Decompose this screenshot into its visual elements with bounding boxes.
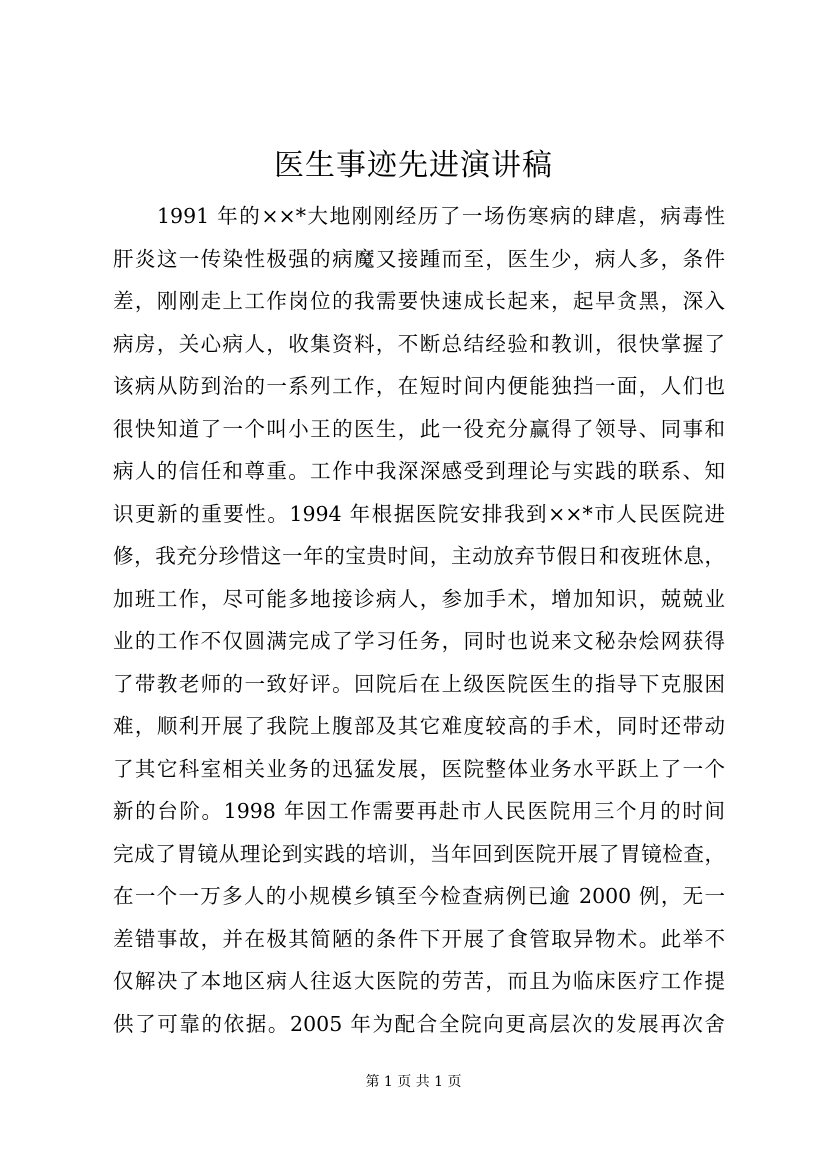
text-line: 该病从防到治的一系列工作，在短时间内便能独挡一面，人们也 xyxy=(113,374,725,398)
text-line: 肝炎这一传染性极强的病魔又接踵而至，医生少，病人多，条件 xyxy=(113,246,725,271)
text-line: 仅解决了本地区病人往返大医院的劳苦，而且为临床医疗工作提 xyxy=(113,969,725,993)
page-footer: 第 1 页 共 1 页 xyxy=(365,1074,462,1090)
text-line: 病房，关心病人，收集资料，不断总结经验和教训，很快掌握了 xyxy=(113,331,725,356)
text-line: 在一个一万多人的小规模乡镇至今检查病例已逾 2000 例，无一 xyxy=(113,884,725,908)
body-text xyxy=(113,195,725,1045)
text-line: 难，顺利开展了我院上腹部及其它难度较高的手术，同时还带动 xyxy=(113,714,725,738)
text-line: 修，我充分珍惜这一年的宝贵时间，主动放弃节假日和夜班休息， xyxy=(113,544,725,568)
text-line: 加班工作，尽可能多地接诊病人，参加手术，增加知识，兢兢业 xyxy=(113,586,725,611)
document-title: 医生事迹先进演讲稿 xyxy=(274,148,553,183)
text-line: 供了可靠的依据。2005 年为配合全院向更高层次的发展再次舍 xyxy=(113,1011,725,1036)
text-line: 很快知道了一个叫小王的医生，此一役充分赢得了领导、同事和 xyxy=(113,416,725,441)
text-line: 新的台阶。1998 年因工作需要再赴市人民医院用三个月的时间 xyxy=(113,799,725,823)
text-line: 业的工作不仅圆满完成了学习任务，同时也说来文秘杂烩网获得 xyxy=(113,629,725,653)
text-line: 了其它科室相关业务的迅猛发展，医院整体业务水平跃上了一个 xyxy=(113,756,725,781)
text-line: 差，刚刚走上工作岗位的我需要快速成长起来，起早贪黑，深入 xyxy=(113,289,725,313)
text-line: 了带教老师的一致好评。回院后在上级医院医生的指导下克服困 xyxy=(113,671,725,696)
text-line: 病人的信任和尊重。工作中我深深感受到理论与实践的联系、知 xyxy=(113,459,725,483)
text-line: 完成了胃镜从理论到实践的培训，当年回到医院开展了胃镜检查， xyxy=(113,841,725,866)
text-line: 1991 年的××*大地刚刚经历了一场伤寒病的肆虐，病毒性 xyxy=(157,204,725,228)
text-line: 识更新的重要性。1994 年根据医院安排我到××*市人民医院进 xyxy=(113,501,725,526)
text-line: 差错事故，并在极其简陋的条件下开展了食管取异物术。此举不 xyxy=(113,926,725,951)
